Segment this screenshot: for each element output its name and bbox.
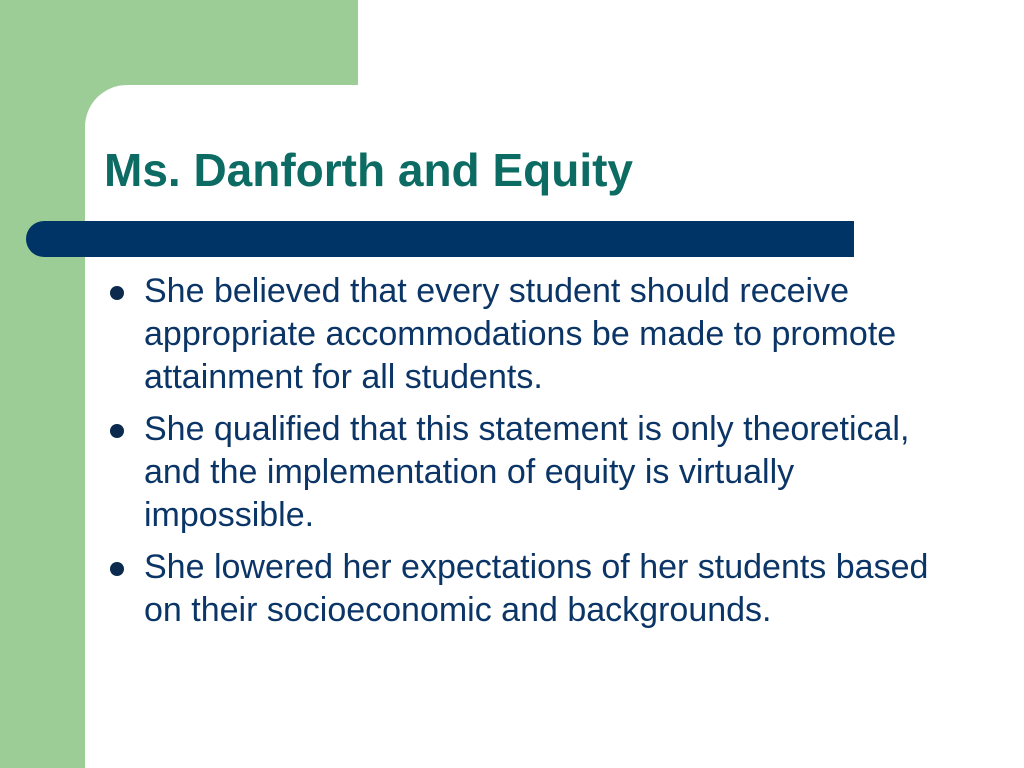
bullet-dot-icon [110, 286, 124, 300]
bullet-text: She qualified that this statement is only theoretical, and the implementation of equity is virtually impossible. [144, 410, 910, 534]
bullet-list [104, 270, 964, 641]
bullet-dot-icon [110, 424, 124, 438]
bullet-text: She believed that every student should receive appropriate accommodations be made to promote attainment for all students. [144, 272, 897, 396]
title-underline-bar [26, 221, 854, 257]
bullet-item [104, 408, 964, 537]
slide-title: Ms. Danforth and Equity [104, 144, 633, 196]
bullet-dot-icon [110, 562, 124, 576]
bullet-item [104, 270, 964, 399]
bullet-text: She lowered her expectations of her students based on their socioeconomic and backgrounds. [144, 548, 929, 629]
bullet-item [104, 546, 964, 632]
